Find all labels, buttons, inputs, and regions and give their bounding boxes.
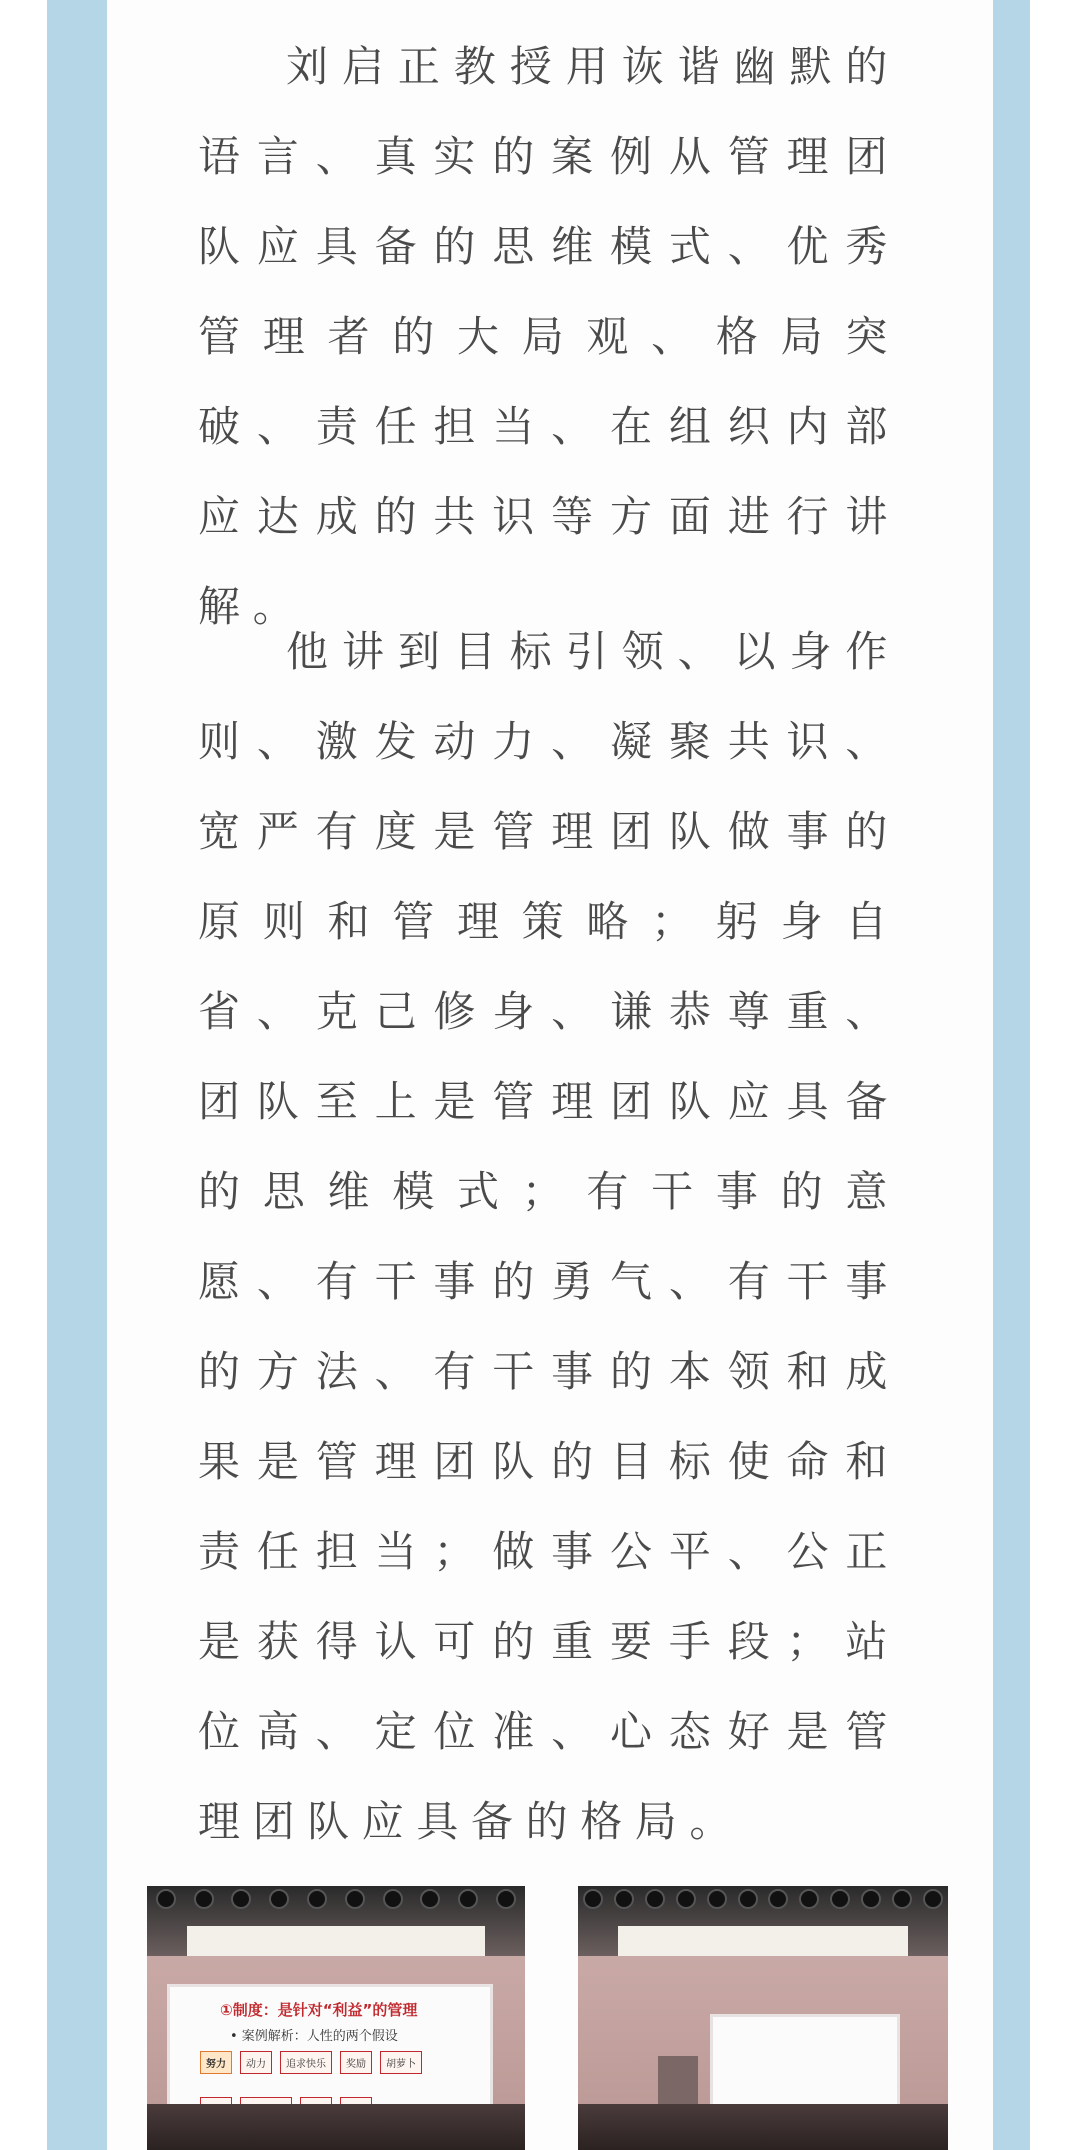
ceiling-light-panel [618,1926,908,1956]
audience-heads [578,2104,948,2150]
slide-row-1 [200,2051,422,2074]
slide-box: 追求快乐 [280,2051,332,2074]
left-decorative-band [47,0,107,2150]
slide-box: 胡萝卜 [380,2051,422,2074]
slide-keyword: 努力 [200,2051,232,2074]
photo-ceiling [578,1886,948,1956]
photo-ceiling [147,1886,525,1956]
slide-subtitle: • 案例解析：人性的两个假设 [230,2029,398,2044]
lecture-photo-right[interactable] [578,1886,948,2150]
article-paragraph-2: 他讲到目标引领、以身作则、激发动力、凝聚共识、宽严有度是管理团队做事的原则和管理策略；躬身自省、克己修身、谦恭尊重、团队至上是管理团队应具备的思维模式；有干事的意愿、有干事的勇气、有干事的方法、有干事的本领和成果是管理团队的目标使命和责任担当；做事公平、公正是获得认可的重要手段；站位高、定位准、心态好是管理团队应具备的格局。 [198,627,900,1846]
slide-title: ①制度：是针对“利益”的管理 [220,2001,418,2019]
audience-heads [147,2104,525,2150]
slide-box: 动力 [240,2051,272,2074]
right-decorative-band [993,0,1030,2150]
stage-lights [147,1888,525,1910]
article-paragraph-1: 刘启正教授用诙谐幽默的语言、真实的案例从管理团队应具备的思维模式、优秀管理者的大局观、格局突破、责任担当、在组织内部应达成的共识等方面进行讲解。 [198,42,900,631]
stage-lights [578,1888,948,1910]
lecture-photo-left[interactable] [147,1886,525,2150]
ceiling-light-panel [187,1926,485,1956]
slide-box: 奖励 [340,2051,372,2074]
